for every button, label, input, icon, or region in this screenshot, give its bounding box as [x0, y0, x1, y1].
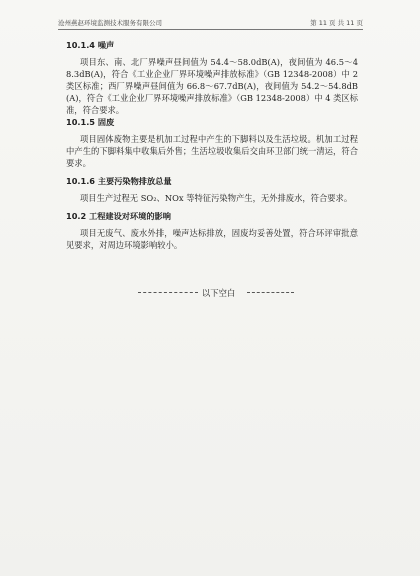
section-pollutant-total: [66, 176, 358, 204]
section-paragraph-solid-waste: 项目固体废物主要是机加工过程中产生的下脚料以及生活垃圾。机加工过程中产生的下脚料集中收集后外售；生活垃圾收集后交由环卫部门统一清运，符合要求。: [66, 134, 358, 168]
page-number: 第 11 页 共 11 页: [310, 19, 363, 27]
blank-below-text: 以下空白: [202, 288, 236, 298]
section-noise: [66, 40, 358, 116]
section-heading-environment-impact: 10.2 工程建设对环境的影响: [66, 211, 171, 221]
section-paragraph-noise: 项目东、南、北厂界噪声昼间值为 54.4～58.0dB(A)，夜间值为 46.5～48.3dB(A)，符合《工业企业厂界环境噪声排放标准》（GB 12348-2008）中 2 类区标准；西厂界噪声昼间值为 66.8～67.7dB(A)，夜间值为 54.2～54.8dB(A)，符合《工业企业厂界环境噪声排放标准》（GB 12348-2008）中 4 类区标准，符合要求。: [66, 57, 358, 115]
section-heading-solid-waste: 10.1.5 固废: [66, 117, 115, 127]
blank-below-marker: [138, 287, 308, 299]
section-environment-impact: [66, 211, 358, 251]
section-heading-noise: 10.1.4 噪声: [66, 40, 115, 50]
dashed-line-left: [138, 292, 198, 294]
section-heading-pollutant-total: 10.1.6 主要污染物排放总量: [66, 176, 172, 186]
document-content: [66, 40, 358, 251]
section-paragraph-environment-impact: 项目无废气、废水外排，噪声达标排放，固废均妥善处置，符合环评审批意见要求，对周边环境影响较小。: [66, 228, 358, 250]
company-name: 沧州燕赵环境监测技术服务有限公司: [58, 19, 162, 27]
page-header: [58, 17, 363, 30]
section-solid-waste: [66, 117, 358, 169]
dashed-line-right: [247, 292, 294, 294]
section-paragraph-pollutant-total: 项目生产过程无 SO₂、NOx 等特征污染物产生，无外排废水，符合要求。: [80, 193, 353, 203]
